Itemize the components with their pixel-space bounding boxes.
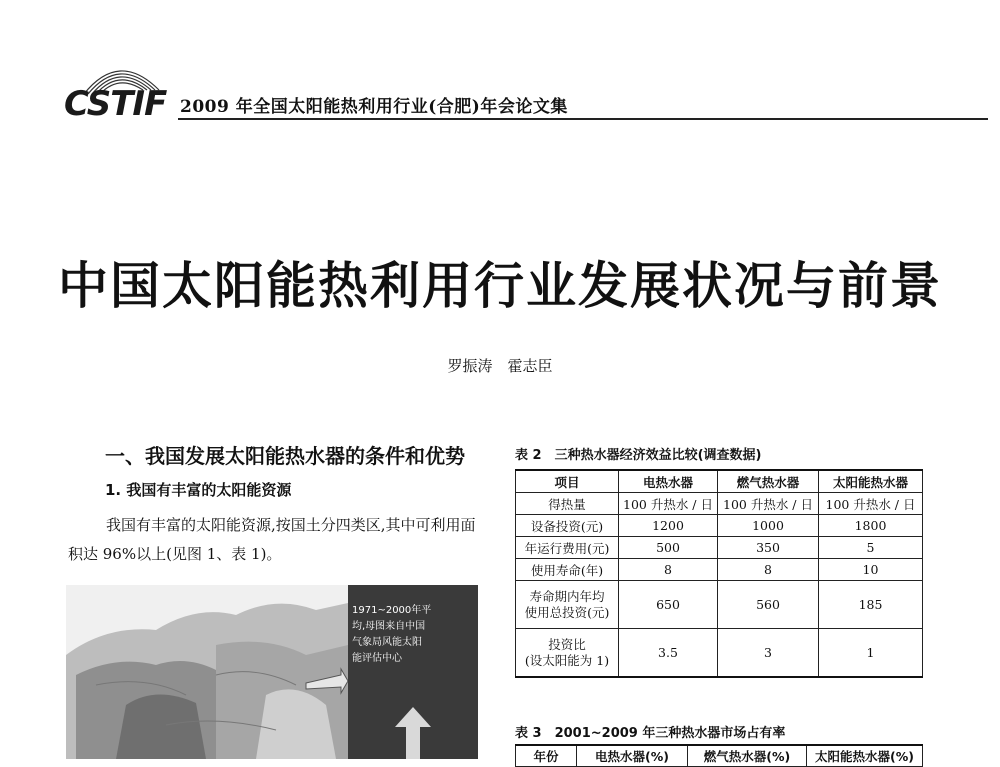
figure-caption <box>352 603 474 667</box>
table-2 <box>515 469 923 678</box>
table-cell: 185 <box>819 581 923 629</box>
table-row <box>516 493 923 515</box>
table-cell: 10 <box>819 559 923 581</box>
table-header-cell: 太阳能热水器 <box>819 470 923 493</box>
body-paragraph: 我国有丰富的太阳能资源,按国土分四类区,其中可利用面积达 96%以上(见图 1、表 1)。 <box>68 516 476 563</box>
table-row <box>516 629 923 678</box>
table-2-caption: 表 2 三种热水器经济效益比较(调查数据) <box>515 448 762 463</box>
figure-caption-line: 能评估中心 <box>352 653 402 664</box>
table-cell: 使用寿命(年) <box>516 559 619 581</box>
article-authors: 罗振涛 霍志臣 <box>447 357 553 375</box>
subsection-heading: 1. 我国有丰富的太阳能资源 <box>105 481 292 499</box>
table-3 <box>515 744 923 767</box>
table-header-row <box>516 470 923 493</box>
table-cell: 100 升热水 / 日 <box>819 493 923 515</box>
table-header-cell: 电热水器(%) <box>577 745 688 767</box>
table-cell: 560 <box>718 581 819 629</box>
table-cell: 寿命期内年均 使用总投资(元) <box>516 581 619 629</box>
table-cell: 年运行费用(元) <box>516 537 619 559</box>
table-cell: 650 <box>619 581 718 629</box>
table-cell: 5 <box>819 537 923 559</box>
figure-caption-line: 1971~2000年平 <box>352 605 432 616</box>
cstif-logo: CSTIF <box>64 84 167 124</box>
table-row <box>516 515 923 537</box>
table-row <box>516 559 923 581</box>
table-cell: 设备投资(元) <box>516 515 619 537</box>
table-cell: 100 升热水 / 日 <box>619 493 718 515</box>
table-cell: 100 升热水 / 日 <box>718 493 819 515</box>
table-header-row <box>516 745 923 767</box>
table-3-caption: 表 3 2001~2009 年三种热水器市场占有率 <box>515 726 786 741</box>
table-row <box>516 581 923 629</box>
table-cell: 500 <box>619 537 718 559</box>
table-cell: 投资比 (设太阳能为 1) <box>516 629 619 678</box>
running-title: 2009 年全国太阳能热利用行业(合肥)年会论文集 <box>180 97 568 117</box>
table-cell: 8 <box>619 559 718 581</box>
up-arrow-icon <box>393 703 433 759</box>
table-header-cell: 太阳能热水器(%) <box>807 745 923 767</box>
table-cell: 1200 <box>619 515 718 537</box>
table-cell: 1000 <box>718 515 819 537</box>
article-title: 中国太阳能热利用行业发展状况与前景 <box>58 256 942 315</box>
table-header-cell: 项目 <box>516 470 619 493</box>
table-cell: 8 <box>718 559 819 581</box>
section-heading: 一、我国发展太阳能热水器的条件和优势 <box>105 444 465 468</box>
figure-caption-line: 气象局风能太阳 <box>352 637 422 648</box>
table-cell: 350 <box>718 537 819 559</box>
table-cell: 3.5 <box>619 629 718 678</box>
header-rule <box>178 118 988 120</box>
table-header-cell: 年份 <box>516 745 577 767</box>
table-header-cell: 电热水器 <box>619 470 718 493</box>
table-cell: 1 <box>819 629 923 678</box>
figure-caption-line: 均,母图来自中国 <box>352 621 426 632</box>
table-cell: 得热量 <box>516 493 619 515</box>
table-cell: 3 <box>718 629 819 678</box>
table-cell: 1800 <box>819 515 923 537</box>
table-header-cell: 燃气热水器(%) <box>688 745 807 767</box>
table-row <box>516 537 923 559</box>
table-header-cell: 燃气热水器 <box>718 470 819 493</box>
